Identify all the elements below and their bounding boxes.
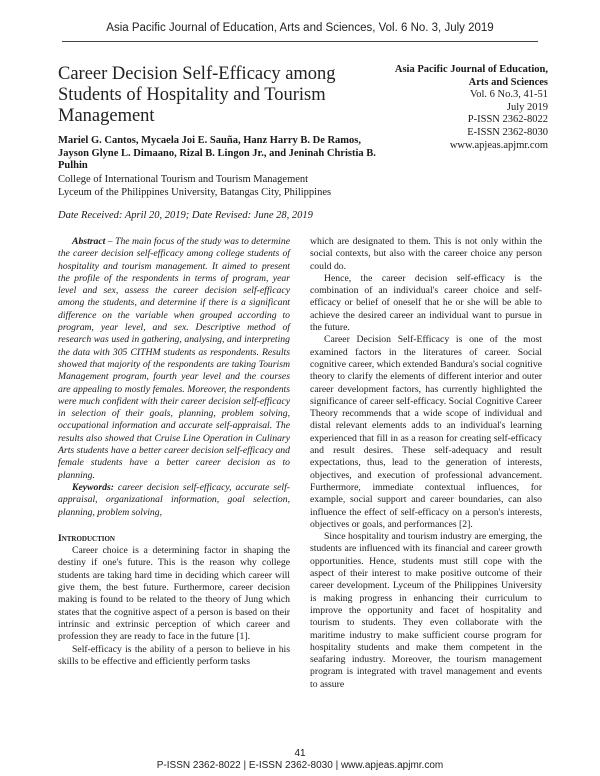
journal-date: July 2019	[506, 101, 548, 113]
running-head: Asia Pacific Journal of Education, Arts and Sciences, Vol. 6 No. 3, July 2019	[106, 22, 494, 34]
body-paragraph-2: Hence, the career decision self-efficacy is the combination of an individual's career choice and self-efficacy or belief of oneself that he or she will be able to achieve the desired career an individual want to pursue in the future.	[310, 272, 542, 334]
keywords	[58, 482, 290, 519]
intro-paragraph-2: Self-efficacy is the ability of a person to believe in his skills to be effective and efficiently perform tasks	[58, 643, 290, 667]
journal-url[interactable]: www.apjeas.apjmr.com	[449, 139, 548, 151]
journal-info-box	[378, 64, 548, 152]
journal-name: Asia Pacific Journal of Education, Arts and Sciences	[394, 64, 548, 88]
right-column	[310, 236, 542, 691]
author-list: Mariel G. Cantos, Mycaela Joi E. Sauña, Hanz Harry B. De Ramos, Jayson Glyne L. Dimaano, Rizal B. Lingon Jr., and Jeninah Christia B. Pulhin	[58, 135, 376, 171]
journal-volume: Vol. 6 No.3, 41-51	[470, 89, 548, 101]
introduction-heading: Introduction	[58, 533, 115, 544]
page-footer: P-ISSN 2362-8022 | E-ISSN 2362-8030 | www.apjeas.apjmr.com	[156, 760, 444, 771]
keywords-label: Keywords:	[72, 481, 114, 493]
intro-paragraph-1: Career choice is a determining factor in shaping the destiny if one's future. This is the reason why college students are taking hard time in deciding which career will give them, the best future. Furthermore, career decision making is found to be related to the theory of Jung which states that the cognitive aspect of a person is based on their intrinsic and extrinsic perception of which career and profession they are ready to face in the future [1].	[58, 545, 290, 643]
abstract-label: Abstract	[72, 236, 106, 247]
submission-dates: Date Received: April 20, 2019; Date Revised: June 28, 2019	[58, 210, 313, 221]
journal-eissn: E-ISSN 2362-8030	[467, 126, 548, 138]
journal-pissn: P-ISSN 2362-8022	[467, 114, 548, 126]
paper-title: Career Decision Self-Efficacy among Students of Hospitality and Tourism Management	[58, 64, 336, 126]
affiliation-university: Lyceum of the Philippines University, Batangas City, Philippines	[58, 186, 332, 198]
body-paragraph-1: which are designated to them. This is not only within the social contexts, but also with the career choice any person could do.	[310, 236, 542, 272]
abstract-text: – The main focus of the study was to determine the career decision self-efficacy among college students of hospitality and tourism management. It aimed to present the profile of the respondents in terms of program, year level and sex, assess the career decision self-efficacy among the students, and determine if there is a significant difference on the variable when grouped according to program, year level, and sex. Descriptive method of research was used in gathering, analysing, and interpreting the data with 305 CITHM students as respondents. Results showed that majority of the respondents are taking Tourism Management program, fourth year level and the courses are appealing to mostly females. Moreover, the respondents were much confident with their career decision self-efficacy in selection of their goals, planning, problem solving, occupational information and accurate self-appraisal. The results also showed that Cruise Line Operation in Culinary Arts students have a better career decision self-efficacy and female students have a better career decision as to planning.	[58, 236, 290, 481]
left-column	[58, 236, 290, 668]
body-paragraph-4: Since hospitality and tourism industry are emerging, the students are influenced with its financial and career growth opportunities. Hence, students must still cope with the aspect of their interest to make positive outcome of their career development. Lyceum of the Philippines University is making progress in enhancing their curriculum to improve the opportunity and facet of hospitality and tourism to students. They even collaborate with the maritime industry to make sufficient course program for hospitality students and make them competent in the seafaring industry. Moreover, the tourism management program is integrated with travel management and events to assure	[310, 531, 542, 690]
affiliation	[58, 174, 398, 199]
header-rule	[62, 41, 538, 42]
keywords-text: career decision self-efficacy, accurate self-appraisal, organizational information, goal selection, planning, problem solving,	[58, 481, 290, 518]
body-paragraph-3: Career Decision Self-Efficacy is one of the most examined factors in the literatures of career. Social cognitive career, which extended Bandura's social cognitive theory to clarify the elements of different interior and outer career development factors, has currently highlighted the significance of career self-efficacy. Social Cognitive Career Theory recommends that a wide scope of individual and distal relevant elements adds to an individual's learning experienced that fill in as a reason for creating self-efficacy and result desires. These self-adequacy and result expectations, thus, lead to the generation of interests, objectives, and execution of professional advancement. Furthermore, immediate contextual influences, for example, social support and career boundaries, can also influence the effect of self-efficacy on a person's interests, objectives or goals, and performances [2].	[310, 334, 542, 530]
affiliation-college: College of International Tourism and Tourism Management	[58, 174, 309, 185]
page-number: 41	[294, 748, 306, 759]
abstract	[58, 236, 290, 482]
